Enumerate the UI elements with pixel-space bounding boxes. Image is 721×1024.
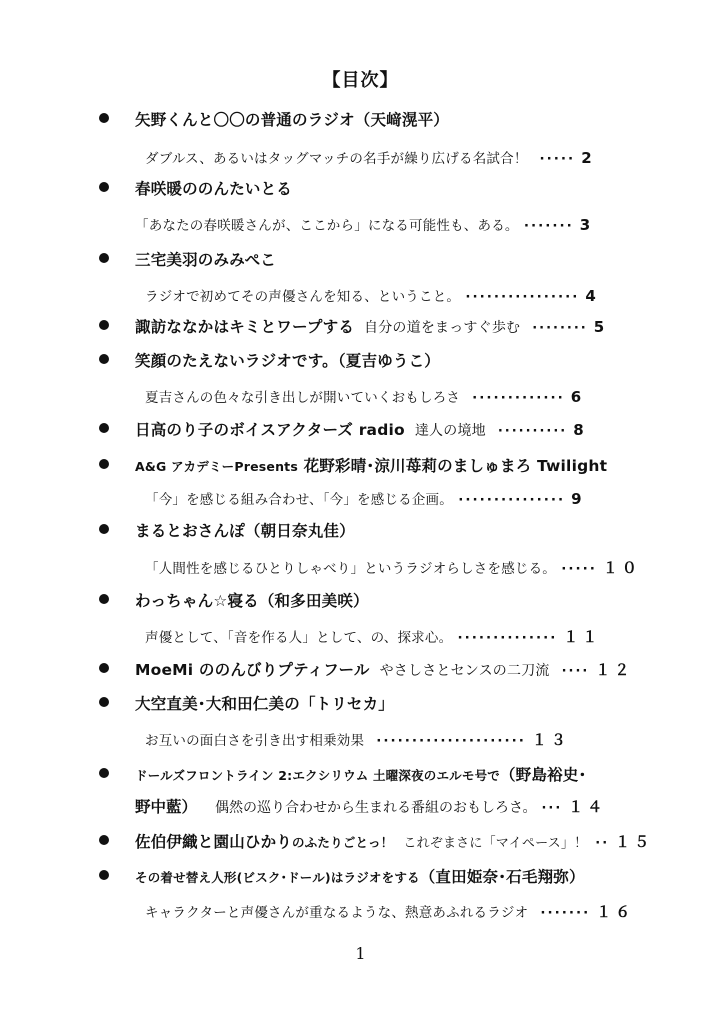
dot-leader: ······· [540,905,591,921]
toc-entry [0,759,721,787]
bullet-icon [99,182,109,192]
entry-heading: 三宅美羽のみみぺこ [135,251,276,269]
entry-description: これぞまさに「マイペース」！ [403,836,588,851]
bullet-icon [99,320,109,330]
bullet-icon [99,768,109,778]
dot-leader: ······· [523,218,574,234]
entry-page: 2 [581,149,596,167]
entry-page: 5 [593,318,609,336]
entry-description: キャラクターと声優さんが重なるような、熱意あふれるラジオ [145,905,529,921]
toc-sub-line [0,895,721,923]
entry-heading-prefix: ドールズフロントライン 2:エクシリウム 土曜深夜のエルモ号で [135,768,500,783]
toc-entry [0,585,721,613]
bullet-icon [99,524,109,534]
entry-description: 偶然の巡り合わせから生まれる番組のおもしろさ。 [215,800,530,816]
entry-heading-suffix: のふたりごとっ！ [292,835,394,850]
bullet-icon [99,663,109,673]
bullet-icon [99,423,109,433]
bullet-icon [99,113,109,123]
toc-entry [0,515,721,543]
entry-heading: 矢野くんと〇〇の普通のラジオ（天﨑滉平） [135,111,450,129]
entry-page: １５ [615,833,654,851]
entry-description: ラジオで初めてその声優さんを知る、ということ。 [145,289,454,305]
entry-page: １３ [531,731,570,749]
entry-heading: 日高のり子のボイスアクターズ radio [135,421,405,439]
bullet-icon [99,253,109,263]
dot-leader: ··· [541,801,563,816]
toc-entry [0,654,721,682]
toc-sub-line [0,208,721,236]
entry-heading: （直田姫奈･石毛翔弥） [419,868,585,886]
bullet-icon [99,697,109,707]
entry-description: 夏吉さんの色々な引き出しが開いていくおもしろさ [145,390,461,406]
dot-leader: ····· [561,561,597,577]
entry-page: 8 [573,421,588,439]
entry-heading: わっちゃん☆寝る（和多田美咲） [135,592,369,610]
entry-description: 達人の境地 [414,423,486,439]
toc-entry [0,414,721,442]
bullet-icon [99,870,109,880]
dot-leader: ·········· [497,424,568,439]
toc-sub-line [0,380,721,408]
entry-heading: 笑顔のたえないラジオです。（夏吉ゆうこ） [135,352,441,370]
entry-page: １０ [602,559,641,577]
entry-description: やさしさとセンスの二刀流 [379,663,550,679]
page-number: 1 [355,944,366,963]
entry-heading-prefix: その着せ替え人形(ビスク･ドール)はラジオをする [135,870,420,885]
dot-leader: ···· [561,664,590,679]
bullet-icon [99,459,109,469]
toc-entry [0,450,721,478]
bullet-icon [99,835,109,845]
dot-leader: ············· [472,390,565,406]
toc-entry [0,244,721,272]
entry-description: 「あなたの春咲暖さんが、ここから」になる可能性も、ある。 [135,218,512,234]
entry-description: 「今」を感じる組み合わせ、「今」を感じる企画。 [145,492,447,508]
entry-page: 9 [571,490,586,508]
entry-description: お互いの面白さを引き出す相乗効果 [145,733,365,749]
entry-page: １２ [595,661,634,679]
toc-sub-line [0,620,721,648]
entry-heading: （野島裕史･ [499,766,587,784]
entry-heading: MoeMi ののんびりプティフール [135,661,370,679]
dot-leader: ········ [532,321,588,336]
dot-leader: ·············· [457,630,558,646]
entry-heading-prefix: A&G アカデミーPresents [135,459,298,474]
entry-page: １１ [563,628,602,646]
toc-entry [0,688,721,716]
toc-sub-line [0,482,721,510]
toc-sub-line [0,723,721,751]
entry-page: 3 [579,216,595,234]
entry-page: 6 [570,388,586,406]
toc-entry [0,345,721,373]
bullet-icon [99,354,109,364]
entry-page: １６ [596,903,635,921]
entry-heading: 大空直美･大和田仁美の「トリセカ」 [135,695,394,713]
entry-page: 4 [585,287,600,305]
entry-heading: 花野彩晴･涼川苺莉のましゅまろ Twilight [303,457,608,475]
entry-description: 自分の道をまっすぐ歩む [364,320,521,336]
toc-sub-line [0,551,721,579]
toc-entry-continued [0,791,721,819]
dot-leader: ····· [539,151,576,167]
toc-sub-line [0,141,721,169]
toc-title: 【目次】 [322,70,399,91]
entry-page: １４ [568,798,607,816]
entry-heading: 佐伯伊織と園山ひかり [135,833,293,851]
toc-sub-line [0,279,721,307]
toc-entry [0,173,721,201]
entry-heading: まるとおさんぽ（朝日奈丸佳） [135,522,355,540]
toc-entry [0,826,721,854]
dot-leader: ·· [595,836,610,851]
bullet-icon [99,594,109,604]
dot-leader: ················ [465,289,580,305]
toc-entry [0,861,721,889]
entry-heading: 春咲暖ののんたいとる [135,180,293,198]
entry-description: 「人間性を感じるひとりしゃべり」というラジオらしさを感じる。 [145,561,550,577]
dot-leader: ····················· [376,733,526,749]
dot-leader: ··············· [458,492,566,508]
entry-description: 声優として、「音を作る人」として、の、探求心。 [145,630,446,646]
entry-heading-continued: 野中藍） [135,798,198,816]
entry-heading: 諏訪ななかはキミとワープする [135,318,355,336]
entry-description: ダブルス、あるいはタッグマッチの名手が繰り広げる名試合！ [145,151,528,167]
toc-entry [0,311,721,339]
toc-entry [0,104,721,132]
